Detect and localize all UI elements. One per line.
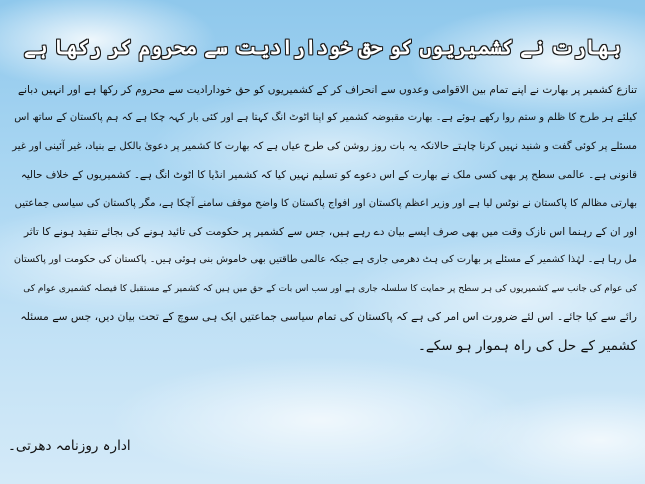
article-line: رائے سے کیا جائے۔ اس لئے ضرورت اس امر کی ہے کہ پاکستان کی تمام سیاسی جماعتیں ایک ہی سوچ کے تحت بیان دیں، جس سے مسئلہ (20, 310, 637, 324)
article-line: بھارتی مظالم کا پاکستان نے نوٹس لیا ہے اور وزیر اعظم پاکستان اور افواج پاکستان کا واضح موقف سامنے آچکا ہے، مگر پاکستان کی سیاسی جماعتیں (14, 197, 637, 209)
article-line: مسئلے پر کوئی گفت و شنید نہیں کرنا چاہتے حالانکہ یہ بات روز روشن کی طرح عیاں ہے کہ بھارت کا کشمیر پر دعویٰ بالکل بے بنیاد، غیر آئینی اور غیر (12, 140, 637, 152)
article-body (10, 76, 637, 360)
article-title: بھارت نے کشمیریوں کو حق خودارادیت سے محروم کر رکھا ہے (24, 35, 621, 59)
article-line: کی عوام کی جانب سے کشمیریوں کی ہر سطح پر حمایت کا سلسلہ جاری ہے اور سب اس بات کے حق میں ہیں کہ کشمیر کے مستقبل کا فیصلہ کشمیری عوام کی (23, 283, 637, 294)
article-line: کیلئے ہر طرح کا ظلم و ستم روا رکھے ہوئے ہے۔ بھارت مقبوضہ کشمیر کو اپنا اٹوٹ انگ کہتا ہے اور کئی بار کہہ چکا ہے کہ ہم پاکستان کے ساتھ اس (14, 112, 637, 124)
article-line: اور ان کے رہنما اس نازک وقت میں بھی صرف ایسے بیان دے رہے ہیں، جس سے کشمیر پر حکومت کی تائید ہونے کی بجائے تنقید ہونے کا تاثر (23, 225, 637, 238)
article-line: تنازع کشمیر پر بھارت نے اپنے تمام بین الاقوامی وعدوں سے انحراف کر کے کشمیریوں کو حق خودارادیت سے محروم کر رکھا ہے اور انہیں دبانے (17, 84, 637, 96)
article-line: مل رہا ہے۔ لہٰذا کشمیر کے مسئلے پر بھارت کی ہٹ دھرمی جاری ہے جبکہ عالمی طاقتیں بھی خاموش بنی ہوئی ہیں۔ پاکستان کی حکومت اور پاکستان (13, 254, 637, 266)
article-line: قانونی ہے۔ عالمی سطح پر بھی کسی ملک نے بھارت کے اس دعوے کو تسلیم نہیں کیا کہ کشمیر انڈیا کا اٹوٹ انگ ہے۔ کشمیریوں کے خلاف حالیہ (20, 169, 637, 182)
article-signature: ادارہ روزنامہ دھرتی۔ (8, 438, 131, 454)
article-line: کشمیر کے حل کی راہ ہموار ہو سکے۔ (417, 337, 637, 354)
